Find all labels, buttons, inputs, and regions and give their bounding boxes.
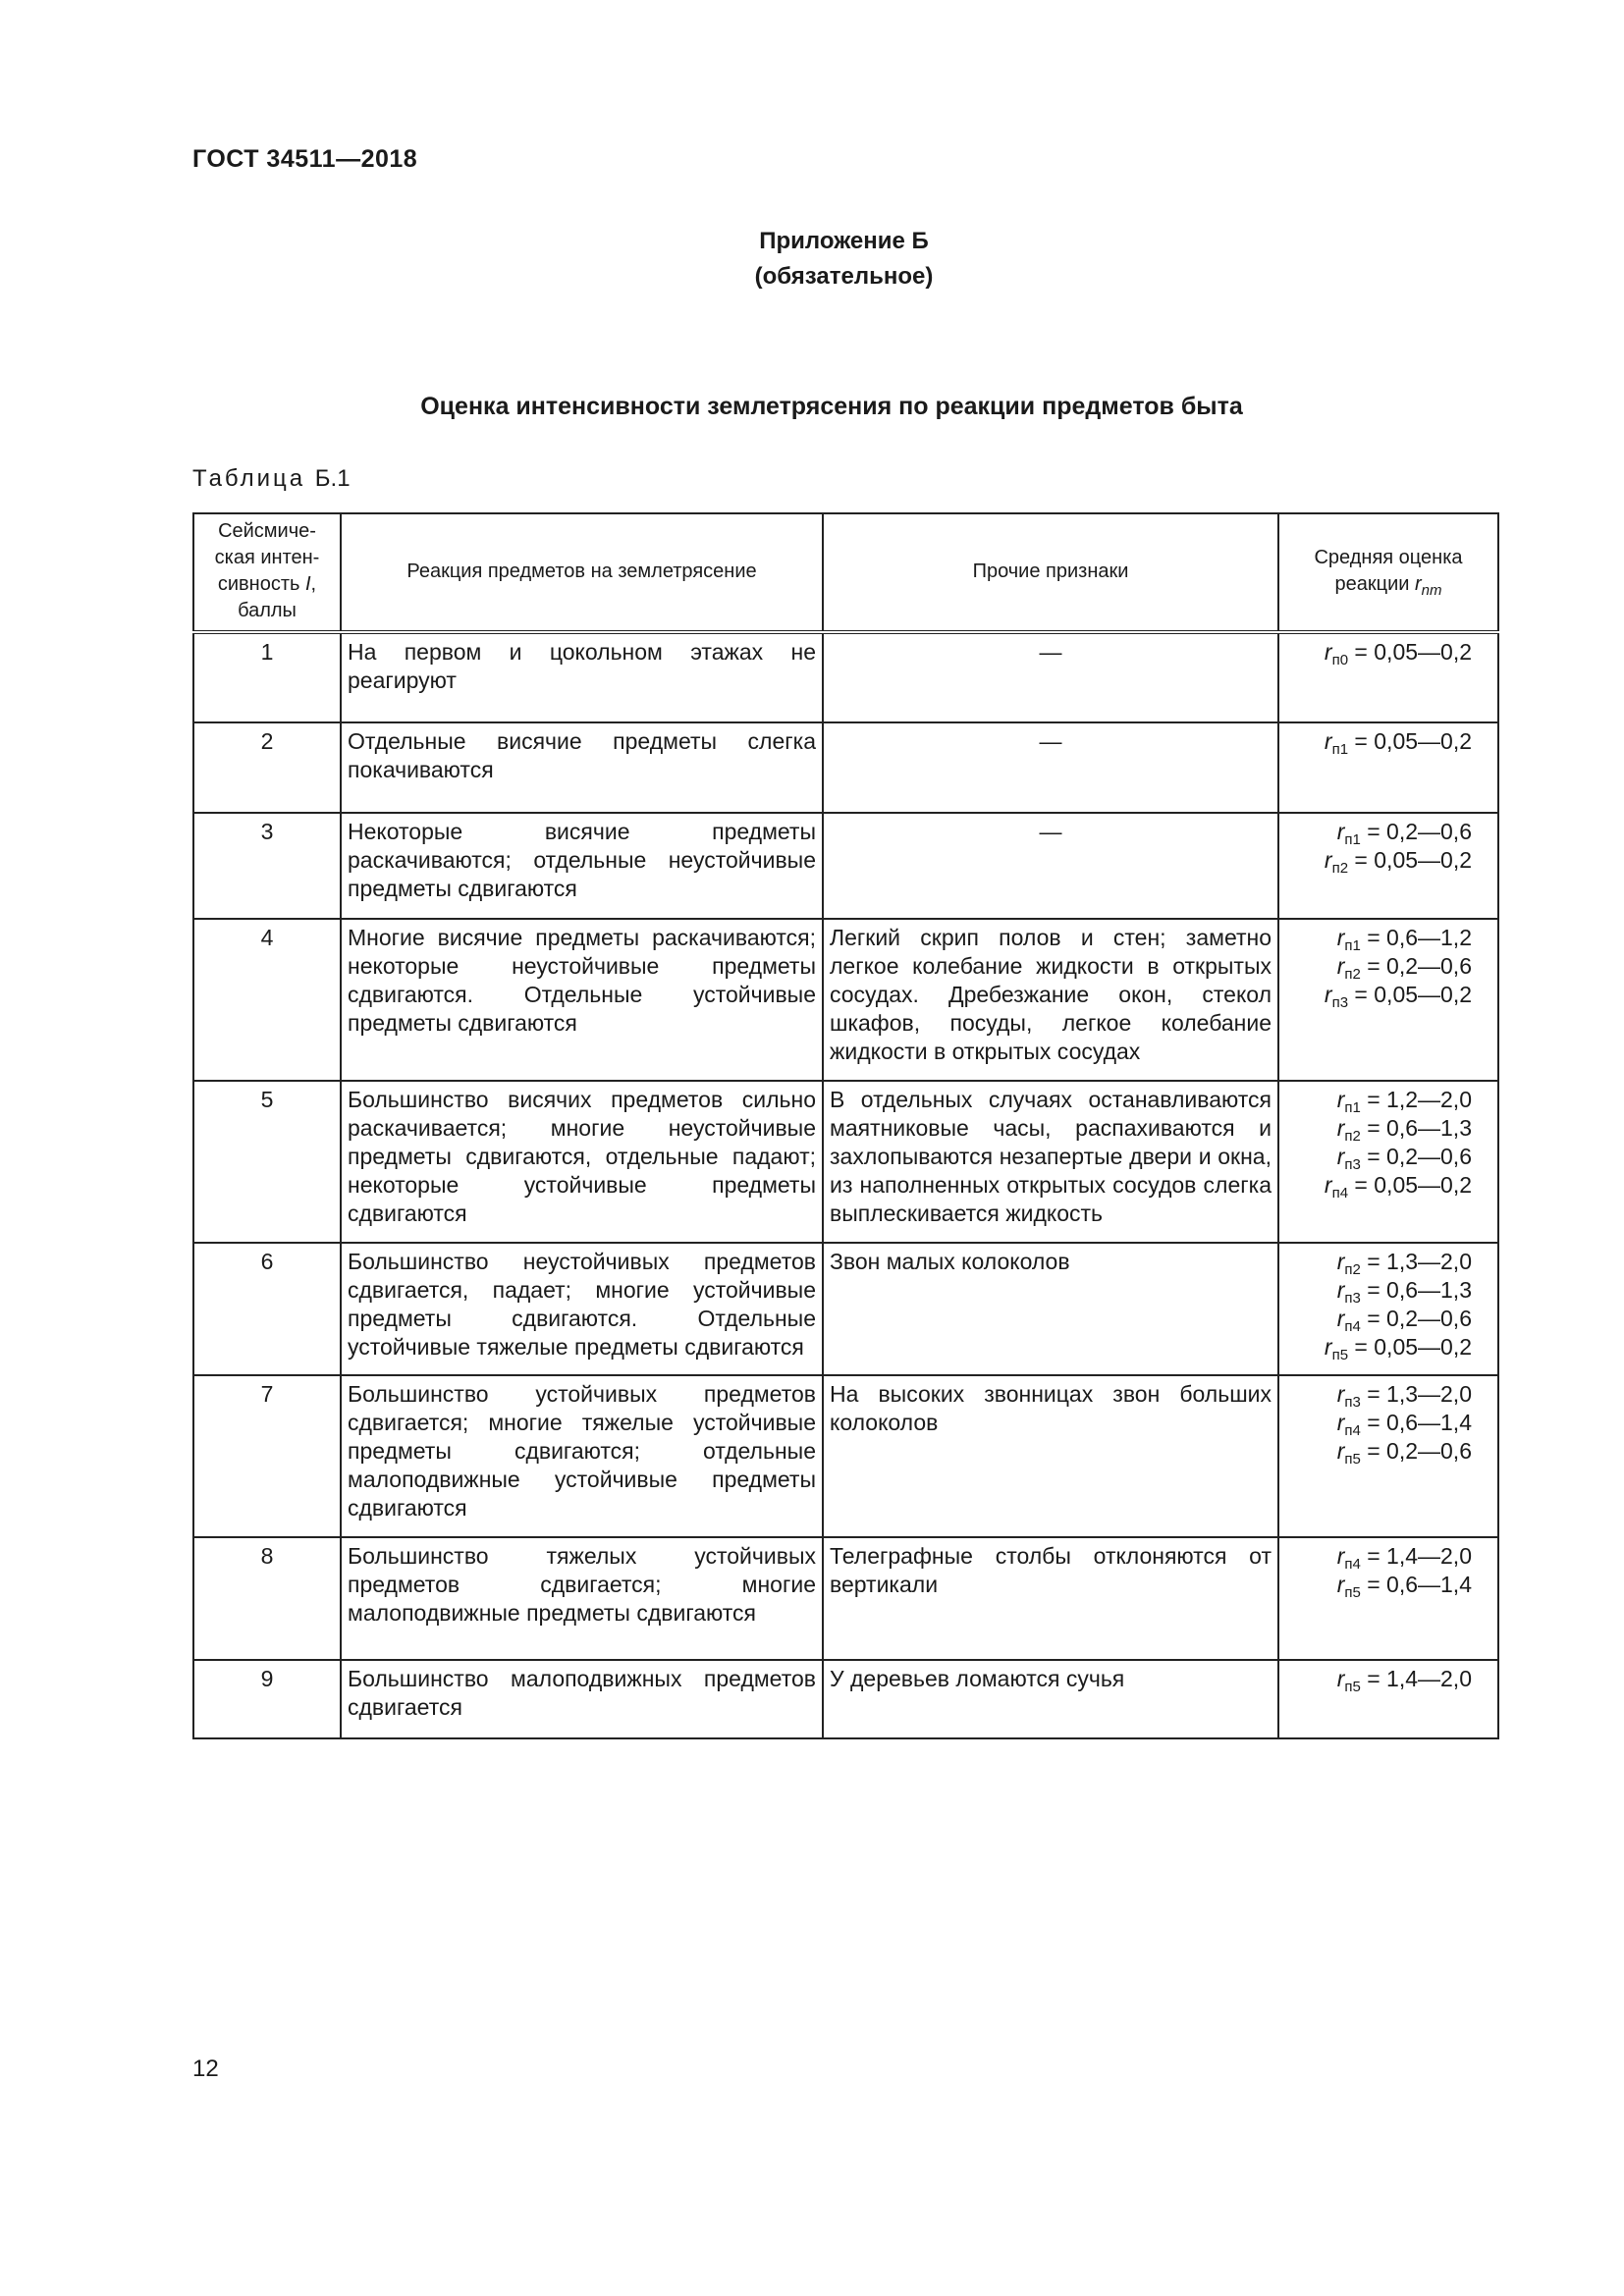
table-caption-number: Б.1 [314, 465, 351, 492]
score-sub: п5 [1344, 1679, 1361, 1695]
score-sub: п3 [1344, 1290, 1361, 1307]
cell-reaction: Некоторые висячие предметы раскачиваются; отдельные неустойчивые предметы сдвигаются [341, 813, 823, 919]
cell-other: — [823, 813, 1278, 919]
score-var: r [1336, 1306, 1345, 1331]
score-sub: п2 [1344, 1128, 1361, 1145]
score-value: = 0,05—0,2 [1348, 639, 1472, 665]
score-sub: п0 [1331, 652, 1349, 668]
header-intensity-text: Сейсмиче- ская интен- сивность [214, 520, 320, 595]
cell-intensity: 4 [193, 919, 341, 1081]
table-row [193, 1375, 1498, 1537]
score-var: r [1324, 1334, 1332, 1360]
score-line [1285, 1333, 1472, 1362]
cell-score [1278, 1081, 1498, 1243]
cell-reaction: Большинство устойчивых предметов сдвигается; многие тяжелые устойчивые предметы сдвигаются; отдельные малоподвижные устойчивые предметы сдвигаются [341, 1375, 823, 1537]
cell-other: Телеграфные столбы отклоняются от вертикали [823, 1537, 1278, 1660]
score-sub: п2 [1344, 966, 1361, 983]
score-sub: п3 [1344, 1156, 1361, 1173]
score-value: = 0,2—0,6 [1360, 1438, 1472, 1464]
cell-score [1278, 632, 1498, 722]
score-sub: п1 [1344, 937, 1361, 954]
score-var: r [1336, 1666, 1345, 1691]
table-caption [192, 465, 351, 493]
header-other: Прочие признаки [823, 513, 1278, 632]
cell-other: На высоких звонницах звон больших колоколов [823, 1375, 1278, 1537]
header-intensity [193, 513, 341, 632]
score-value: = 0,2—0,6 [1360, 819, 1472, 844]
score-value: = 0,05—0,2 [1348, 728, 1472, 754]
cell-reaction: На первом и цокольном этажах не реагируют [341, 632, 823, 722]
cell-reaction: Большинство неустойчивых предметов сдвигается, падает; многие устойчивые предметы сдвигаются. Отдельные устойчивые тяжелые предметы сдвигаются [341, 1243, 823, 1375]
score-value: = 0,05—0,2 [1348, 1172, 1472, 1198]
score-var: r [1336, 1115, 1345, 1141]
score-value: = 0,6—1,4 [1360, 1410, 1472, 1435]
table-row [193, 919, 1498, 1081]
cell-score [1278, 813, 1498, 919]
score-var: r [1324, 639, 1332, 665]
score-value: = 1,2—2,0 [1360, 1087, 1472, 1112]
score-value: = 1,3—2,0 [1360, 1381, 1472, 1407]
score-line [1285, 1409, 1472, 1437]
table-row [193, 1081, 1498, 1243]
score-line [1285, 1305, 1472, 1333]
score-var: r [1336, 1410, 1345, 1435]
score-value: = 0,05—0,2 [1348, 847, 1472, 873]
score-line [1285, 1665, 1472, 1693]
score-line [1285, 981, 1472, 1009]
cell-reaction: Большинство висячих предметов сильно раскачивается; многие неустойчивые предметы сдвигаются, отдельные падают; некоторые устойчивые предметы сдвигаются [341, 1081, 823, 1243]
score-var: r [1324, 847, 1332, 873]
score-sub: п3 [1344, 1394, 1361, 1411]
score-sub: п1 [1331, 741, 1349, 758]
score-line [1285, 1143, 1472, 1171]
cell-intensity: 7 [193, 1375, 341, 1537]
cell-reaction: Многие висячие предметы раскачиваются; некоторые неустойчивые предметы сдвигаются. Отдельные устойчивые предметы сдвигаются [341, 919, 823, 1081]
score-var: r [1336, 925, 1345, 950]
standard-designation: ГОСТ 34511—2018 [192, 145, 418, 173]
score-var: r [1336, 1087, 1345, 1112]
score-sub: п4 [1331, 1185, 1349, 1201]
score-sub: п5 [1331, 1347, 1349, 1363]
score-value: = 1,4—2,0 [1360, 1543, 1472, 1569]
cell-intensity: 6 [193, 1243, 341, 1375]
cell-intensity: 5 [193, 1081, 341, 1243]
header-reaction: Реакция предметов на землетрясение [341, 513, 823, 632]
table-caption-label: Таблица [192, 465, 306, 492]
cell-other: — [823, 722, 1278, 813]
score-value: = 0,2—0,6 [1360, 953, 1472, 979]
score-sub: п4 [1344, 1556, 1361, 1573]
score-var: r [1324, 1172, 1332, 1198]
cell-other: У деревьев ломаются сучья [823, 1660, 1278, 1738]
score-var: r [1324, 728, 1332, 754]
cell-intensity: 2 [193, 722, 341, 813]
cell-score [1278, 1243, 1498, 1375]
score-sub: п4 [1344, 1318, 1361, 1335]
score-line [1285, 1542, 1472, 1571]
score-sub: п3 [1331, 994, 1349, 1011]
score-value: = 0,2—0,6 [1360, 1144, 1472, 1169]
score-var: r [1336, 1572, 1345, 1597]
score-line [1285, 727, 1472, 756]
score-var: r [1336, 1438, 1345, 1464]
cell-other: Легкий скрип полов и стен; заметно легкое колебание жидкости в открытых сосудах. Дребезжание окон, стекол шкафов, посуды, легкое колебание жидкости в открытых сосудах [823, 919, 1278, 1081]
score-line [1285, 846, 1472, 875]
score-var: r [1336, 1543, 1345, 1569]
score-line [1285, 1171, 1472, 1200]
table-row [193, 813, 1498, 919]
cell-reaction: Большинство малоподвижных предметов сдвигается [341, 1660, 823, 1738]
score-var: r [1336, 819, 1345, 844]
score-value: = 0,05—0,2 [1348, 1334, 1472, 1360]
cell-reaction: Большинство тяжелых устойчивых предметов сдвигается; многие малоподвижные предметы сдвигаются [341, 1537, 823, 1660]
header-intensity-unit: , баллы [238, 573, 317, 621]
score-line [1285, 818, 1472, 846]
annex-title: Приложение Б [759, 228, 929, 254]
header-score-var: r [1414, 573, 1422, 595]
score-value: = 0,2—0,6 [1360, 1306, 1472, 1331]
score-value: = 0,6—1,3 [1360, 1115, 1472, 1141]
cell-other: Звон малых колоколов [823, 1243, 1278, 1375]
cell-score [1278, 1660, 1498, 1738]
score-line [1285, 1086, 1472, 1114]
cell-other: В отдельных случаях останавливаются маятниковые часы, распахиваются и захлопываются незапертые двери и окна, из наполненных открытых сосудов слегка выплескивается жидкость [823, 1081, 1278, 1243]
score-line [1285, 1276, 1472, 1305]
score-value: = 1,4—2,0 [1360, 1666, 1472, 1691]
header-score [1278, 513, 1498, 632]
cell-intensity: 1 [193, 632, 341, 722]
score-sub: п2 [1331, 860, 1349, 877]
document-title: Оценка интенсивности землетрясения по реакции предметов быта [420, 393, 1243, 420]
score-var: r [1336, 953, 1345, 979]
cell-score [1278, 1375, 1498, 1537]
score-line [1285, 1114, 1472, 1143]
score-var: r [1336, 1381, 1345, 1407]
score-sub: п2 [1344, 1261, 1361, 1278]
score-sub: п1 [1344, 1099, 1361, 1116]
score-var: r [1336, 1249, 1345, 1274]
table-row [193, 1243, 1498, 1375]
score-value: = 0,05—0,2 [1348, 982, 1472, 1007]
table-row [193, 1537, 1498, 1660]
score-line [1285, 952, 1472, 981]
table-row [193, 722, 1498, 813]
score-value: = 0,6—1,2 [1360, 925, 1472, 950]
annex-heading [0, 224, 1624, 294]
score-sub: п4 [1344, 1422, 1361, 1439]
score-line [1285, 1437, 1472, 1466]
cell-reaction: Отдельные висячие предметы слегка покачиваются [341, 722, 823, 813]
score-line [1285, 924, 1472, 952]
score-sub: п5 [1344, 1451, 1361, 1468]
header-score-text: Средняя оценка реакции [1314, 547, 1463, 595]
score-value: = 0,6—1,4 [1360, 1572, 1472, 1597]
score-line [1285, 1571, 1472, 1599]
cell-score [1278, 919, 1498, 1081]
cell-intensity: 9 [193, 1660, 341, 1738]
score-var: r [1336, 1144, 1345, 1169]
score-var: r [1324, 982, 1332, 1007]
score-sub: п1 [1344, 831, 1361, 848]
score-var: r [1336, 1277, 1345, 1303]
cell-intensity: 3 [193, 813, 341, 919]
score-value: = 1,3—2,0 [1360, 1249, 1472, 1274]
cell-intensity: 8 [193, 1537, 341, 1660]
reaction-table [192, 512, 1499, 1739]
score-sub: п5 [1344, 1584, 1361, 1601]
cell-other: — [823, 632, 1278, 722]
table-row [193, 632, 1498, 722]
table-row [193, 1660, 1498, 1738]
annex-status: (обязательное) [754, 263, 934, 290]
header-intensity-var: I [304, 573, 311, 595]
score-value: = 0,6—1,3 [1360, 1277, 1472, 1303]
table-header-row [193, 513, 1498, 632]
cell-score [1278, 1537, 1498, 1660]
score-line [1285, 1380, 1472, 1409]
score-line [1285, 1248, 1472, 1276]
score-line [1285, 638, 1472, 667]
page-number: 12 [192, 2056, 219, 2082]
cell-score [1278, 722, 1498, 813]
header-score-sub: nm [1421, 582, 1442, 599]
